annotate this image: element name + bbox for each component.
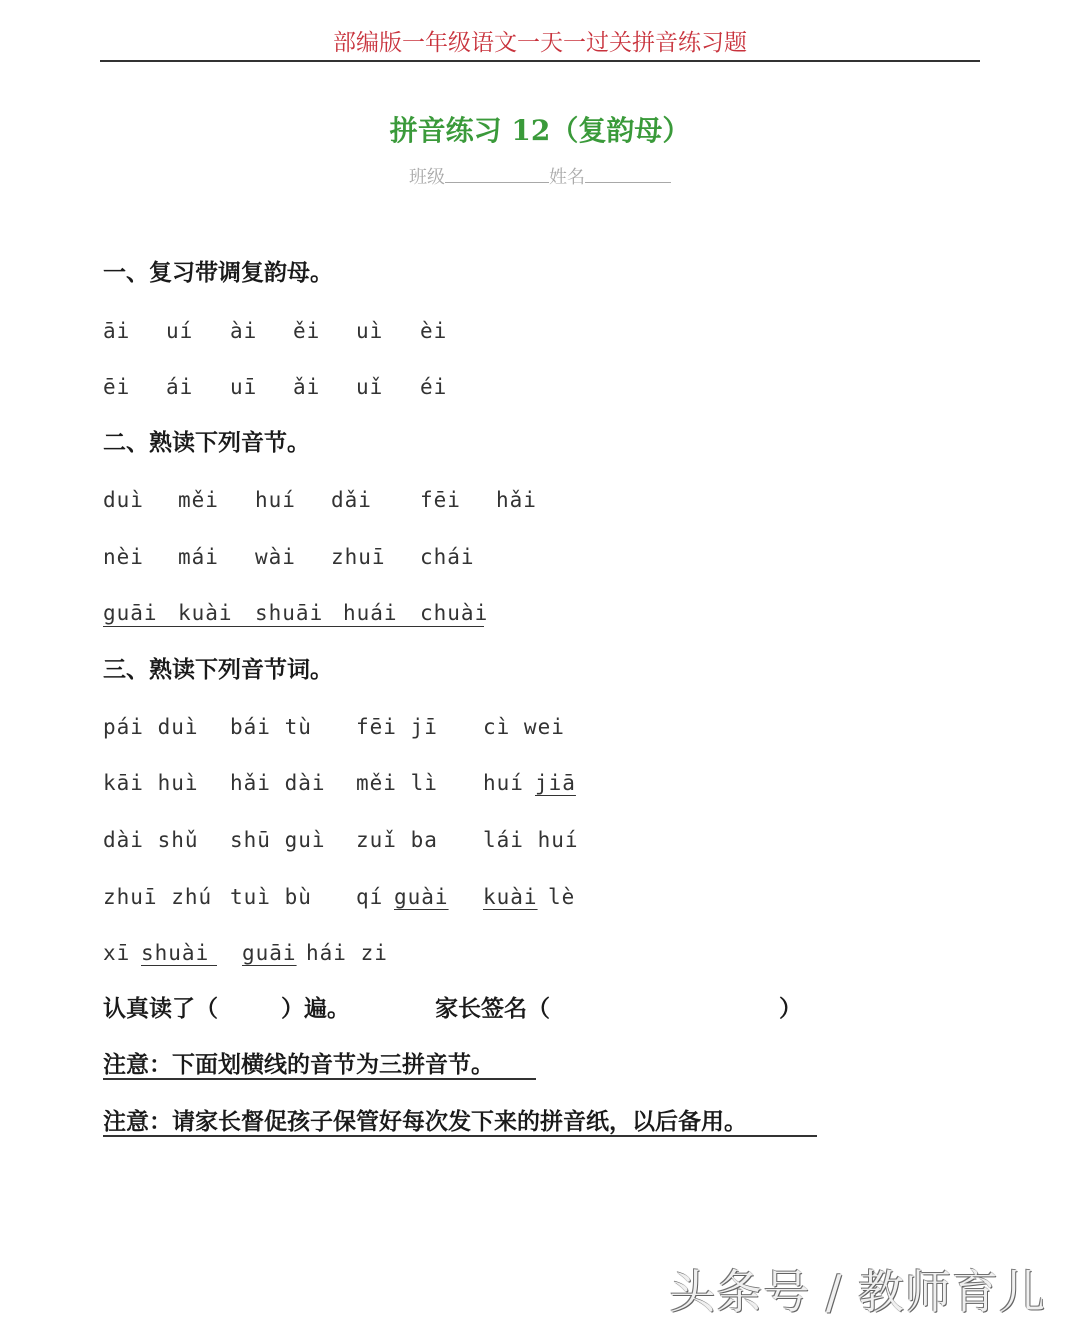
section3-row-5	[0, 938, 1080, 968]
word: fēi jī	[356, 715, 438, 739]
word: kāi huì	[103, 771, 199, 795]
section2-row-2	[0, 542, 1080, 572]
syllable: guāi	[103, 601, 158, 625]
syllable: ài	[230, 319, 258, 343]
syllable: shuāi	[255, 601, 324, 625]
class-label: 班级	[409, 167, 445, 188]
header-rule	[100, 60, 980, 62]
syllable: éi	[420, 375, 448, 399]
word: tuì bù	[230, 885, 312, 909]
note-underline	[103, 1078, 536, 1080]
syllable: hǎi	[496, 488, 537, 512]
underlined-syllable: guài	[394, 885, 449, 909]
syllable: zhuī	[331, 545, 386, 569]
syllable: fēi	[420, 488, 461, 512]
word: pái duì	[103, 715, 199, 739]
word: hái zi	[306, 941, 388, 965]
syllable: dǎi	[331, 488, 372, 512]
syllable: duì	[103, 488, 144, 512]
syllable: mái	[178, 545, 219, 569]
syllable: huí	[255, 488, 296, 512]
syllable: ēi	[103, 375, 131, 399]
name-blank	[585, 162, 671, 183]
syllable: nèi	[103, 545, 144, 569]
shuai-underline-extension	[141, 965, 217, 966]
syllable: měi	[178, 488, 219, 512]
syllable: uì	[356, 319, 384, 343]
underlined-syllable: shuài	[141, 941, 210, 965]
word: lái huí	[483, 828, 579, 852]
word: shū guì	[230, 828, 326, 852]
parent-sign-suffix: ）	[779, 995, 802, 1022]
note-three-part-syllables: 注意：下面划横线的音节为三拼音节。	[103, 1051, 494, 1078]
syllable: kuài	[178, 601, 233, 625]
underlined-syllable: guāi	[242, 941, 297, 965]
word: měi lì	[356, 771, 438, 795]
syllable: wài	[255, 545, 296, 569]
section2-row-3	[0, 598, 1080, 628]
section3-row-3	[0, 825, 1080, 855]
syllable: ǎi	[293, 375, 321, 399]
section2-row-1	[0, 485, 1080, 515]
section1-heading: 一、复习带调复韵母。	[103, 259, 333, 286]
word: huí	[483, 771, 524, 795]
syllable: èi	[420, 319, 448, 343]
section1-row-2	[0, 372, 1080, 402]
word: cì wei	[483, 715, 565, 739]
syllable: huái	[343, 601, 398, 625]
class-blank	[445, 162, 549, 183]
section3-row-4	[0, 882, 1080, 912]
section3-heading: 三、熟读下列音节词。	[103, 656, 333, 683]
word: qí	[356, 885, 384, 909]
name-label: 姓名	[549, 167, 585, 188]
syllable: uī	[230, 375, 258, 399]
syllable: āi	[103, 319, 131, 343]
word: lè	[548, 885, 576, 909]
class-name-line	[0, 162, 1080, 191]
underlined-syllable: kuài	[483, 885, 538, 909]
read-times-suffix: ）遍。	[281, 995, 350, 1022]
syllable: ěi	[293, 319, 321, 343]
syllable: uí	[166, 319, 194, 343]
syllable: ái	[166, 375, 194, 399]
reading-line	[103, 994, 823, 1026]
syllable: uǐ	[356, 375, 384, 399]
section1-row-1	[0, 316, 1080, 346]
read-times-prefix: 认真读了（	[103, 995, 218, 1022]
syllable: chuài	[420, 601, 489, 625]
underlined-syllable: jiā	[535, 771, 576, 795]
word: bái tù	[230, 715, 312, 739]
word: hǎi dài	[230, 771, 326, 795]
word: zuǐ ba	[356, 828, 438, 852]
word: zhuī zhú	[103, 885, 213, 909]
section3-row-2	[0, 768, 1080, 798]
word: dài shǔ	[103, 828, 199, 852]
sheet-title: 拼音练习 12（复韵母）	[389, 114, 691, 147]
three-part-syllable-underline	[103, 626, 484, 627]
note-underline	[103, 1135, 817, 1137]
section3-row-1	[0, 712, 1080, 742]
parent-sign-prefix: 家长签名（	[435, 995, 550, 1022]
watermark: 头条号 / 教师育儿	[669, 1265, 1046, 1319]
header-title: 部编版一年级语文一天一过关拼音练习题	[333, 30, 747, 56]
section2-heading: 二、熟读下列音节。	[103, 429, 310, 456]
note-keep-papers: 注意：请家长督促孩子保管好每次发下来的拼音纸，以后备用。	[103, 1108, 747, 1135]
syllable: chái	[420, 545, 475, 569]
word: xī	[103, 941, 131, 965]
